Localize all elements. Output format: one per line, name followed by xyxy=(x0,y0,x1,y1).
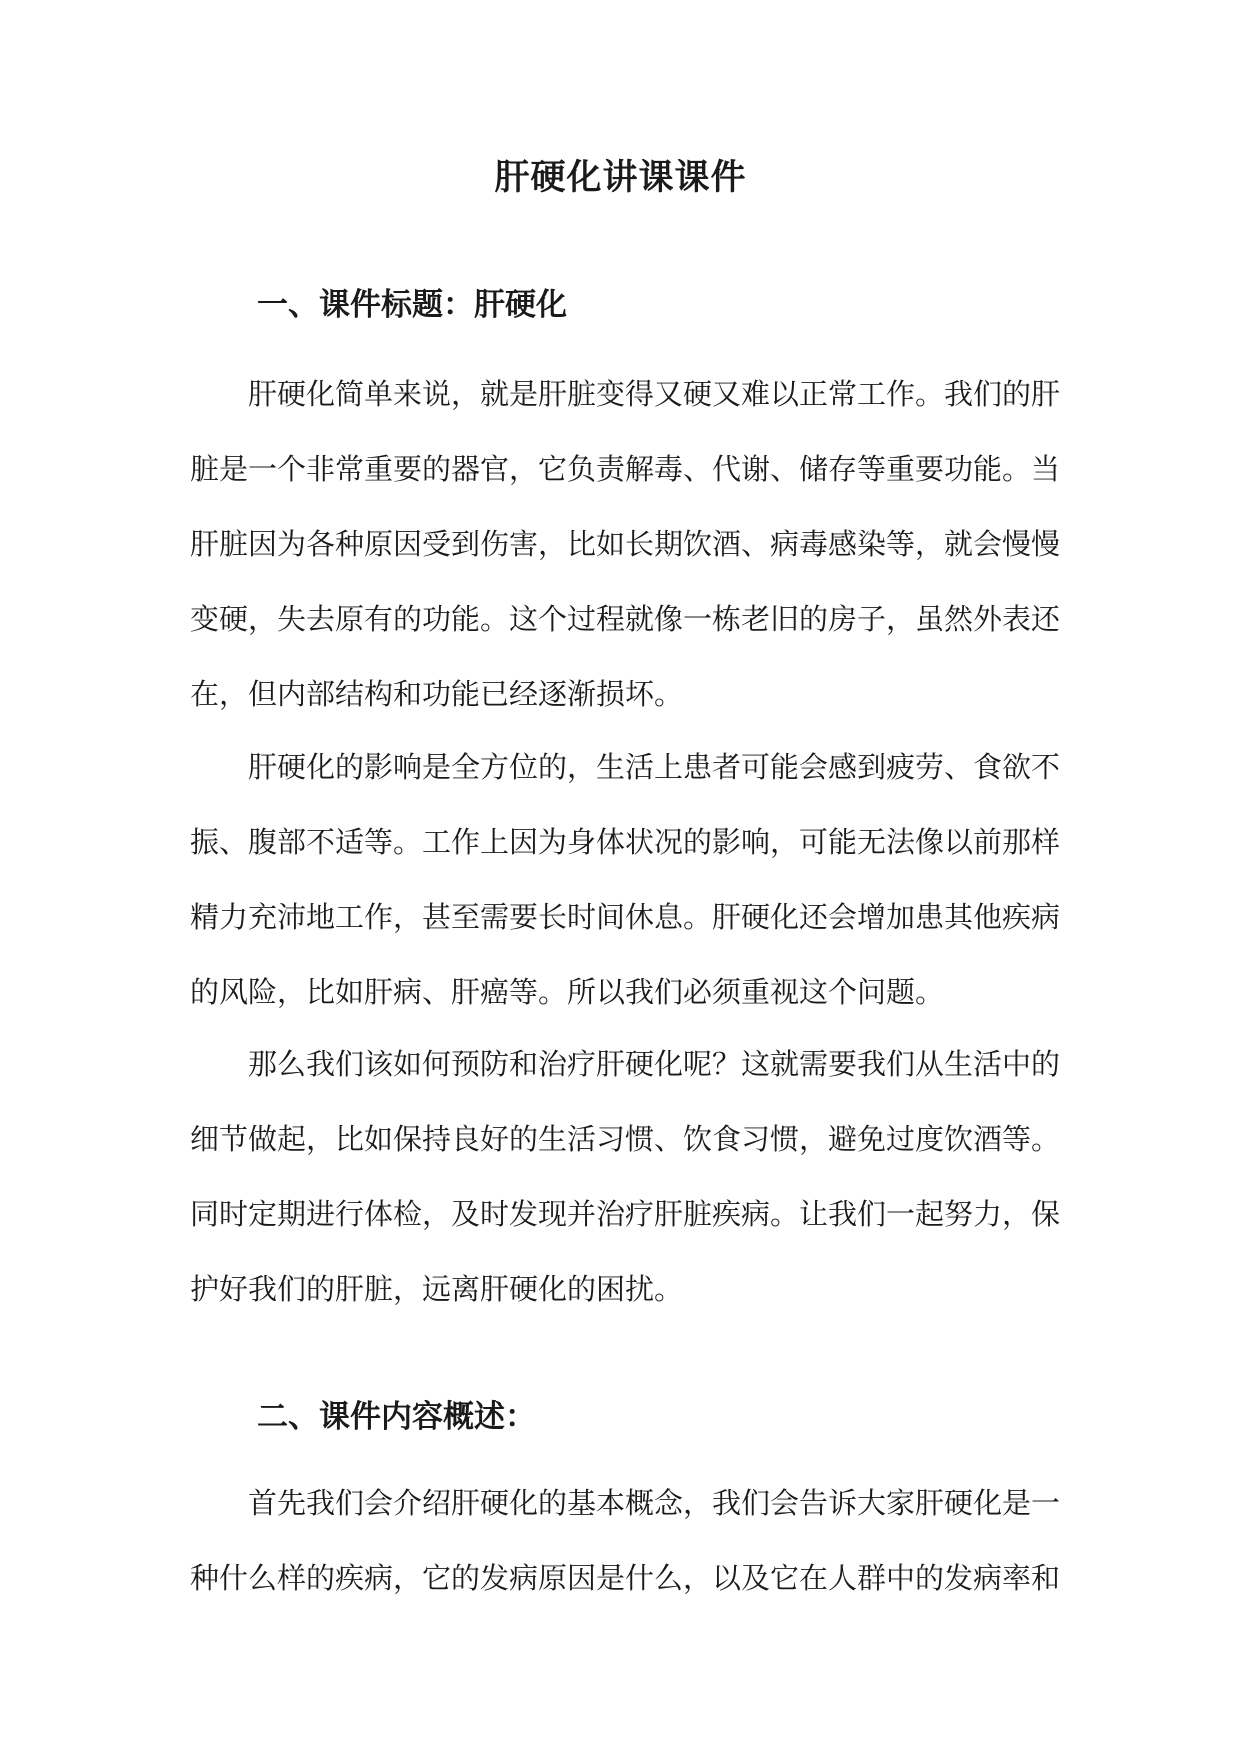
section-heading-content-overview: 二、课件内容概述： xyxy=(257,1399,536,1435)
document-title: 肝硬化讲课课件 xyxy=(494,157,747,198)
paragraph-impact: 肝硬化的影响是全方位的，生活上患者可能会感到疲劳、食欲不振、腹部不适等。工作上因为身体状况的影响，可能无法像以前那样精力充沛地工作，甚至需要长时间休息。肝硬化还会增加患其他疾病的风险，比如肝病、肝癌等。所以我们必须重视这个问题。 xyxy=(190,750,1061,1009)
paragraph-overview: 首先我们会介绍肝硬化的基本概念，我们会告诉大家肝硬化是一种什么样的疾病，它的发病原因是什么，以及它在人群中的发病率和 xyxy=(190,1486,1061,1595)
paragraph-definition: 肝硬化简单来说，就是肝脏变得又硬又难以正常工作。我们的肝脏是一个非常重要的器官，它负责解毒、代谢、储存等重要功能。当肝脏因为各种原因受到伤害，比如长期饮酒、病毒感染等，就会慢慢变硬，失去原有的功能。这个过程就像一栋老旧的房子，虽然外表还在，但内部结构和功能已经逐渐损坏。 xyxy=(190,377,1061,711)
paragraph-prevention: 那么我们该如何预防和治疗肝硬化呢？这就需要我们从生活中的细节做起，比如保持良好的生活习惯、饮食习惯，避免过度饮酒等。同时定期进行体检，及时发现并治疗肝脏疾病。让我们一起努力，保护好我们的肝脏，远离肝硬化的困扰。 xyxy=(190,1047,1061,1306)
section-heading-course-title: 一、课件标题：肝硬化 xyxy=(257,287,567,323)
